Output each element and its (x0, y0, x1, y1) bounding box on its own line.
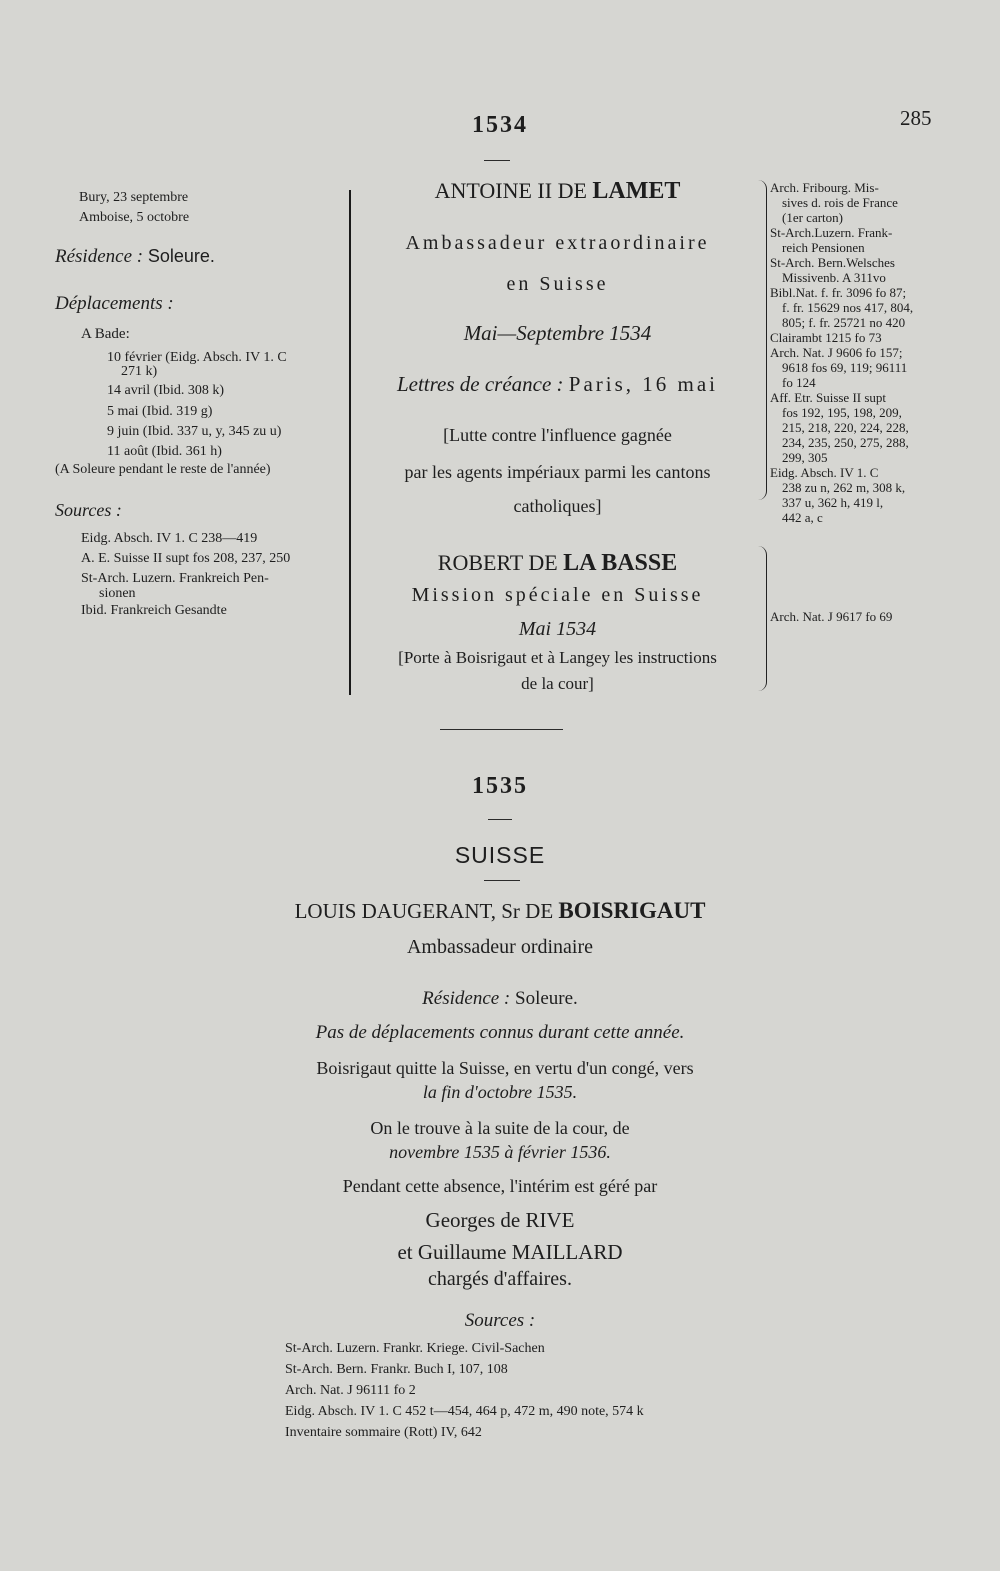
ref-line-9: f. fr. 15629 nos 417, 804, (782, 300, 914, 315)
year-heading: 1534 (472, 112, 528, 138)
source-1535-5: Inventaire sommaire (Rott) IV, 642 (285, 1425, 482, 1440)
creance-label: Lettres de créance : (396, 372, 564, 396)
para1-line-a: Boisrigaut quitte la Suisse, en vertu d'un congé, vers (316, 1058, 694, 1078)
note-line-3: catholiques] (513, 496, 602, 516)
ref-line-21: 238 zu n, 262 m, 308 k, (782, 480, 906, 495)
envoy-title: Ambassadeur extraordinaire (405, 232, 710, 254)
residence-value: Soleure. (147, 246, 215, 266)
remainder-note: (A Soleure pendant le reste de l'année) (55, 462, 271, 477)
interim-line-1: Georges de RIVE (425, 1208, 575, 1232)
ambassador-title: Ambassadeur ordinaire (406, 936, 594, 958)
year-1535-divider (488, 819, 512, 820)
envoy-title-cont: en Suisse (506, 273, 609, 295)
ref-line-6: St-Arch. Bern.Welsches (770, 255, 895, 270)
envoy-name-prefix: ANTOINE II DE (434, 178, 587, 203)
residence-label: Résidence : (55, 246, 144, 267)
deplacement-place: A Bade: (81, 326, 130, 342)
interim-line-3: chargés d'affaires. (428, 1268, 572, 1290)
sources-1535-label: Sources : (464, 1310, 536, 1331)
source-1535-4: Eidg. Absch. IV 1. C 452 t—454, 464 p, 472 m, 490 note, 574 k (285, 1404, 644, 1419)
ref-line-4: St-Arch.Luzern. Frank- (770, 225, 893, 240)
source-3-cont: sionen (99, 586, 136, 601)
source-1535-2: St-Arch. Bern. Frankr. Buch I, 107, 108 (285, 1362, 508, 1377)
ref-line-8: Bibl.Nat. f. fr. 3096 fo 87; (770, 285, 907, 300)
ref-line-5: reich Pensionen (782, 240, 865, 255)
interim-line-2: et Guillaume MAILLARD (397, 1240, 623, 1264)
right-brace-1 (758, 180, 767, 500)
ref-line-12: Arch. Nat. J 9606 fo 157; (770, 345, 903, 360)
ref-line-15: Aff. Etr. Suisse II supt (770, 390, 887, 405)
entry-3: 5 mai (Ibid. 319 g) (107, 404, 213, 419)
entry-5: 11 août (Ibid. 361 h) (107, 444, 222, 459)
ref-line-10: 805; f. fr. 25721 no 420 (782, 315, 906, 330)
ref-line-20: Eidg. Absch. IV 1. C (770, 465, 879, 480)
right-column (770, 180, 950, 525)
entry-4: 9 juin (Ibid. 337 u, y, 345 zu u) (107, 424, 282, 439)
ref-line-22: 337 u, 362 h, 419 l, (782, 495, 884, 510)
ref-line-11: Clairambt 1215 fo 73 (770, 330, 882, 345)
residence-1535-label: Résidence : (422, 988, 511, 1009)
second-envoy-prefix: ROBERT DE (437, 550, 558, 575)
residence-1535-value: Soleure. (515, 988, 578, 1009)
second-envoy-title: Mission spéciale en Suisse (411, 584, 704, 606)
ambassador-name (220, 898, 780, 924)
note-line-2: par les agents impériaux parmi les cantons (404, 462, 711, 482)
second-envoy-period: Mai 1534 (518, 618, 597, 640)
source-1535-1: St-Arch. Luzern. Frankr. Kriege. Civil-Sachen (285, 1341, 545, 1356)
para2-line-b: novembre 1535 à février 1536. (389, 1142, 611, 1162)
ref-line-17: 215, 218, 220, 224, 228, (782, 420, 909, 435)
no-travel-note: Pas de déplacements connus durant cette année. (315, 1022, 685, 1043)
header-divider (484, 160, 510, 161)
date-bury: Bury, 23 septembre (79, 190, 189, 205)
source-4: Ibid. Frankreich Gesandte (81, 603, 227, 618)
source-1: Eidg. Absch. IV 1. C 238—419 (81, 531, 258, 546)
creance-value: Paris, 16 mai (568, 372, 719, 396)
ref-line-14: fo 124 (782, 375, 816, 390)
envoy-name (355, 178, 760, 205)
deplacements-label: Déplacements : (55, 293, 174, 314)
ref-line-1: Arch. Fribourg. Mis- (770, 180, 879, 195)
creance-line (355, 372, 760, 397)
residence-1535-line (300, 988, 700, 1010)
page-number: 285 (900, 106, 932, 130)
para1-line-b: la fin d'octobre 1535. (422, 1082, 578, 1102)
country-divider (484, 880, 520, 881)
sources-1535-list (285, 1338, 785, 1443)
second-note-line-2: de la cour] (521, 674, 594, 693)
ref-line-7: Missivenb. A 311vo (782, 270, 886, 285)
para3-line: Pendant cette absence, l'intérim est géré par (342, 1176, 658, 1196)
ref-line-2: sives d. rois de France (782, 195, 898, 210)
ambassador-name-bold: BOISRIGAUT (558, 898, 706, 923)
ref-line-13: 9618 fos 69, 119; 96111 (782, 360, 908, 375)
column-divider (349, 190, 351, 695)
entry-1-cont: 271 k) (121, 364, 158, 379)
sources-label: Sources : (55, 500, 122, 520)
date-amboise: Amboise, 5 octobre (79, 210, 190, 225)
source-3: St-Arch. Luzern. Frankreich Pen- (81, 571, 269, 586)
residence-line (55, 246, 215, 268)
ref-line-3: (1er carton) (782, 210, 843, 225)
right-brace-2 (758, 546, 767, 691)
country-heading: SUISSE (454, 842, 546, 868)
second-note-line-1: [Porte à Boisrigaut et à Langey les instructions (398, 648, 717, 667)
ref-line-16: fos 192, 195, 198, 209, (782, 405, 902, 420)
note-line-1: [Lutte contre l'influence gagnée (443, 425, 672, 445)
entry-2: 14 avril (Ibid. 308 k) (107, 383, 225, 398)
ref-line-23: 442 a, c (782, 510, 823, 525)
year-1535-heading: 1535 (472, 773, 528, 799)
second-envoy-name (355, 550, 760, 577)
envoy-name-bold: LAMET (592, 178, 681, 204)
ref-line-19: 299, 305 (782, 450, 828, 465)
para2-line-a: On le trouve à la suite de la cour, de (370, 1118, 630, 1138)
ref-line-18: 234, 235, 250, 275, 288, (782, 435, 909, 450)
source-1535-3: Arch. Nat. J 96111 fo 2 (285, 1383, 416, 1398)
second-envoy-bold: LA BASSE (563, 550, 678, 576)
envoy-period: Mai—Septembre 1534 (463, 321, 652, 345)
section-divider (440, 729, 563, 730)
entry-1: 10 février (Eidg. Absch. IV 1. C (107, 350, 287, 365)
ambassador-name-prefix: LOUIS DAUGERANT, Sr DE (294, 899, 554, 923)
right-second-source: Arch. Nat. J 9617 fo 69 (770, 609, 893, 624)
source-2: A. E. Suisse II supt fos 208, 237, 250 (81, 551, 291, 566)
